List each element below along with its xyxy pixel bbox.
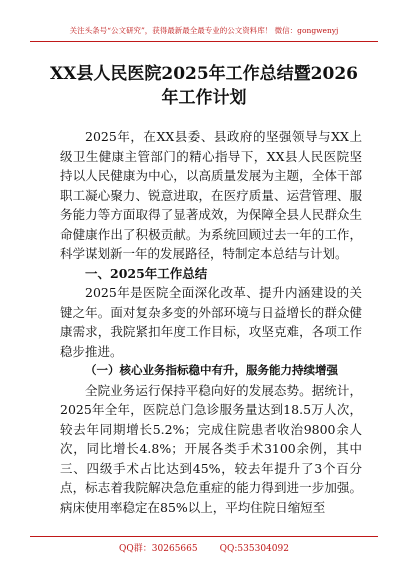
- title-line-2: 年工作计划: [161, 88, 247, 108]
- intro-paragraph: 2025年，在XX县委、县政府的坚强领导与XX上级卫生健康主管部门的精心指导下，XX县人民医院坚持以人民健康为中心，以高质量发展为主题，全体干部职工凝心聚力、锐意进取，在医疗质量、运营管理、服务能力等方面取得了显著成效，为保障全县人民群众生命健康作出了积极贡献。为系统回顾过去一年的工作，科学谋划新一年的发展路径，特制定本总结与计划。: [60, 129, 362, 261]
- footer-qq: QQ:535304092: [219, 544, 289, 554]
- page-footer: [30, 541, 378, 554]
- header-divider: [30, 41, 378, 42]
- title-line-1: XX县人民医院2025年工作总结暨2026: [49, 64, 358, 84]
- metrics-paragraph: 全院业务运行保持平稳向好的发展态势。据统计，2025年全年，医院总门急诊服务量达到18.5万人次，较去年同期增长5.2%；完成住院患者收治9800余人次，同比增长4.8%；开展各类手术3100余例，其中三、四级手术占比达到45%，较去年提升了3个百分点，标志着我院解决急危重症的能力得到进一步加强。病床使用率稳定在85%以上，平均住院日缩短至: [60, 382, 362, 515]
- document-body: [60, 127, 362, 517]
- subsection-heading: （一）核心业务指标稳中有升，服务能力持续增强: [85, 363, 338, 377]
- page-header-notice: 关注头条号“公文研究”，获得最新最全最专业的公文资料库！ 微信：gongwenyj: [69, 26, 339, 35]
- footer-divider: [30, 536, 378, 537]
- section-heading: 一、2025年工作总结: [85, 265, 208, 281]
- footer-qq-group: QQ群：30265665: [119, 544, 198, 554]
- document-title: [40, 62, 368, 110]
- summary-paragraph: 2025年是医院全面深化改革、提升内涵建设的关键之年。面对复杂多变的外部环境与日益增长的群众健康需求，我院紧扣年度工作目标，攻坚克难，各项工作稳步推进。: [60, 285, 362, 359]
